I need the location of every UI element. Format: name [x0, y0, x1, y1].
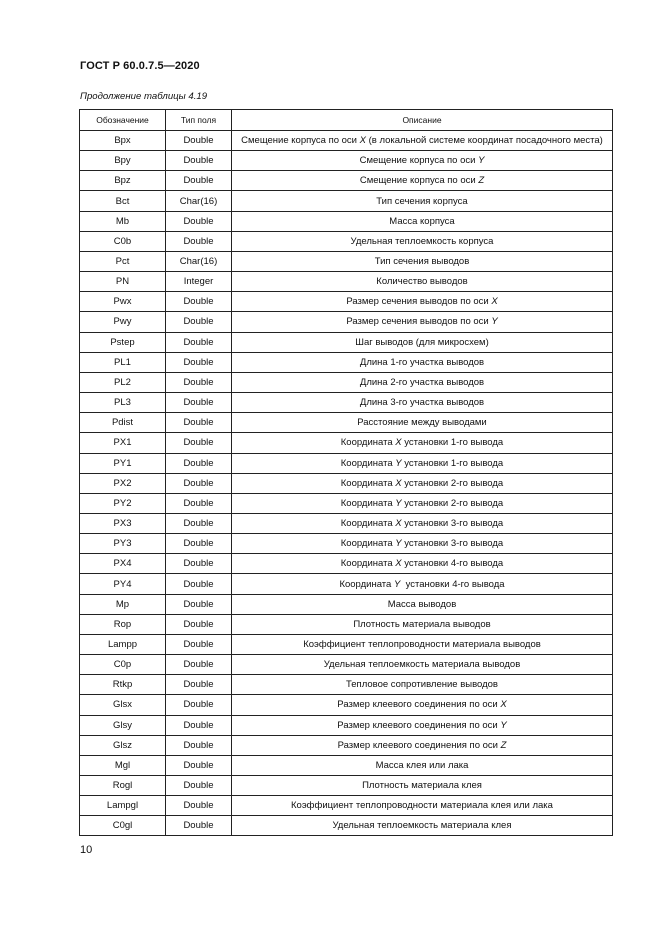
table-row	[80, 655, 613, 675]
description-text: Удельная теплоемкость материала клея	[332, 820, 512, 832]
cell-designation: Lampgl	[80, 796, 166, 816]
column-header-designation: Обозначение	[80, 110, 166, 131]
table-caption: Продолжение таблицы 4.19	[80, 91, 208, 102]
cell-field-type: Double	[166, 534, 232, 554]
column-header-field-type: Тип поля	[166, 110, 232, 131]
cell-designation: PY3	[80, 534, 166, 554]
table-row	[80, 675, 613, 695]
table-row	[80, 372, 613, 392]
cell-field-type: Double	[166, 433, 232, 453]
cell-designation: Mb	[80, 211, 166, 231]
cell-designation: PY4	[80, 574, 166, 594]
cell-description	[232, 413, 613, 433]
cell-designation: Bpy	[80, 151, 166, 171]
table-row	[80, 473, 613, 493]
description-text: Координата	[340, 457, 396, 469]
description-text: Масса корпуса	[389, 215, 455, 227]
table-row	[80, 634, 613, 654]
cell-description	[232, 473, 613, 493]
axis-variable: X	[395, 437, 402, 449]
table-row	[80, 594, 613, 614]
cell-description	[232, 755, 613, 775]
cell-description	[232, 312, 613, 332]
cell-field-type: Double	[166, 554, 232, 574]
cell-description	[232, 776, 613, 796]
table-row	[80, 735, 613, 755]
table-header-row	[80, 110, 613, 131]
axis-variable: Y	[500, 719, 507, 731]
cell-description	[232, 191, 613, 211]
table-row	[80, 211, 613, 231]
description-text: Расстояние между выводами	[357, 417, 487, 429]
description-text-suffix: установки 3-го вывода	[401, 538, 504, 550]
description-text: Координата	[339, 578, 394, 590]
table-row	[80, 453, 613, 473]
table-row	[80, 796, 613, 816]
cell-field-type: Double	[166, 453, 232, 473]
cell-field-type: Char(16)	[166, 191, 232, 211]
cell-designation: PL3	[80, 393, 166, 413]
column-header-description: Описание	[232, 110, 613, 131]
axis-variable: X	[395, 518, 402, 530]
description-text-suffix: установки 2-го вывода	[401, 497, 504, 509]
cell-description	[232, 715, 613, 735]
description-text: Размер сечения выводов по оси	[346, 296, 492, 308]
description-text: Коэффициент теплопроводности материала выводов	[303, 638, 541, 650]
table-row	[80, 352, 613, 372]
cell-designation: C0b	[80, 231, 166, 251]
description-text: Масса выводов	[387, 598, 457, 610]
description-text: Координата	[340, 497, 396, 509]
cell-field-type: Char(16)	[166, 251, 232, 271]
cell-designation: PL2	[80, 372, 166, 392]
table-row	[80, 695, 613, 715]
cell-designation: Rop	[80, 614, 166, 634]
description-text: Коэффициент теплопроводности материала клея или лака	[291, 800, 553, 812]
description-text: Координата	[340, 538, 396, 550]
cell-description	[232, 675, 613, 695]
cell-field-type: Double	[166, 796, 232, 816]
table-body	[80, 131, 613, 836]
description-text: Тип сечения корпуса	[376, 195, 468, 207]
description-text-suffix: установки 3-го вывода	[401, 518, 504, 530]
cell-description	[232, 393, 613, 413]
table-row	[80, 755, 613, 775]
cell-description	[232, 534, 613, 554]
cell-field-type: Double	[166, 151, 232, 171]
cell-field-type: Double	[166, 634, 232, 654]
fields-table	[79, 109, 613, 836]
cell-designation: PY1	[80, 453, 166, 473]
description-text-suffix: установки 4-го вывода	[401, 558, 504, 570]
cell-field-type: Double	[166, 352, 232, 372]
cell-designation: Pdist	[80, 413, 166, 433]
cell-designation: Bct	[80, 191, 166, 211]
cell-description	[232, 352, 613, 372]
table-row	[80, 131, 613, 151]
table-row	[80, 332, 613, 352]
description-text: Плотность материала выводов	[353, 618, 491, 630]
description-text: Смещение корпуса по оси	[359, 175, 479, 187]
cell-field-type: Double	[166, 695, 232, 715]
axis-variable: Y	[393, 578, 401, 590]
cell-designation: PY2	[80, 493, 166, 513]
cell-description	[232, 594, 613, 614]
description-text: Координата	[340, 477, 396, 489]
cell-field-type: Double	[166, 332, 232, 352]
description-text-suffix: установки 1-го вывода	[401, 457, 504, 469]
cell-field-type: Double	[166, 755, 232, 775]
cell-designation: Bpx	[80, 131, 166, 151]
description-text: Шаг выводов (для микросхем)	[355, 336, 489, 348]
table-row	[80, 554, 613, 574]
description-text-suffix: (в локальной системе координат посадочного места)	[365, 135, 603, 147]
description-text: Смещение корпуса по оси	[241, 135, 360, 147]
axis-variable: X	[491, 296, 498, 308]
cell-description	[232, 554, 613, 574]
cell-designation: Pwx	[80, 292, 166, 312]
cell-field-type: Double	[166, 372, 232, 392]
cell-field-type: Double	[166, 816, 232, 836]
cell-designation: PX3	[80, 513, 166, 533]
description-text: Размер клеевого соединения по оси	[337, 739, 501, 751]
description-text-suffix: установки 1-го вывода	[401, 437, 504, 449]
cell-designation: Mgl	[80, 755, 166, 775]
cell-description	[232, 574, 613, 594]
cell-description	[232, 695, 613, 715]
table-row	[80, 574, 613, 594]
cell-designation: Glsy	[80, 715, 166, 735]
cell-designation: Pstep	[80, 332, 166, 352]
cell-description	[232, 655, 613, 675]
cell-field-type: Double	[166, 776, 232, 796]
axis-variable: Y	[478, 155, 485, 167]
cell-field-type: Integer	[166, 272, 232, 292]
axis-variable: X	[395, 477, 402, 489]
cell-field-type: Double	[166, 211, 232, 231]
cell-description	[232, 292, 613, 312]
table-row	[80, 513, 613, 533]
cell-field-type: Double	[166, 675, 232, 695]
cell-field-type: Double	[166, 715, 232, 735]
cell-designation: Rogl	[80, 776, 166, 796]
description-text-suffix: установки 4-го вывода	[400, 578, 505, 590]
description-text: Длина 2-го участка выводов	[359, 376, 485, 388]
axis-variable: Y	[491, 316, 498, 328]
cell-description	[232, 816, 613, 836]
table-row	[80, 151, 613, 171]
table-row	[80, 231, 613, 251]
description-text: Длина 1-го участка выводов	[359, 356, 485, 368]
document-header: ГОСТ Р 60.0.7.5—2020	[80, 60, 200, 72]
table-row	[80, 312, 613, 332]
cell-field-type: Double	[166, 614, 232, 634]
cell-description	[232, 614, 613, 634]
cell-field-type: Double	[166, 574, 232, 594]
cell-field-type: Double	[166, 393, 232, 413]
table-row	[80, 393, 613, 413]
description-text: Координата	[340, 558, 396, 570]
description-text: Удельная теплоемкость корпуса	[350, 235, 494, 247]
cell-designation: PX1	[80, 433, 166, 453]
cell-designation: Rtkp	[80, 675, 166, 695]
cell-designation: C0p	[80, 655, 166, 675]
cell-description	[232, 453, 613, 473]
cell-designation: C0gl	[80, 816, 166, 836]
table-row	[80, 614, 613, 634]
description-text: Смещение корпуса по оси	[359, 155, 479, 167]
cell-field-type: Double	[166, 231, 232, 251]
axis-variable: Z	[500, 739, 507, 751]
cell-field-type: Double	[166, 413, 232, 433]
cell-description	[232, 231, 613, 251]
cell-field-type: Double	[166, 594, 232, 614]
table-row	[80, 493, 613, 513]
cell-field-type: Double	[166, 513, 232, 533]
table-row	[80, 816, 613, 836]
table-row	[80, 272, 613, 292]
cell-field-type: Double	[166, 493, 232, 513]
cell-designation: Glsz	[80, 735, 166, 755]
description-text: Плотность материала клея	[362, 780, 482, 792]
cell-description	[232, 332, 613, 352]
axis-variable: Y	[395, 497, 402, 509]
table-row	[80, 292, 613, 312]
axis-variable: Y	[395, 538, 402, 550]
table-row	[80, 776, 613, 796]
cell-description	[232, 796, 613, 816]
cell-designation: PL1	[80, 352, 166, 372]
description-text: Размер клеевого соединения по оси	[337, 699, 501, 711]
table-row	[80, 433, 613, 453]
cell-field-type: Double	[166, 473, 232, 493]
cell-designation: Bpz	[80, 171, 166, 191]
table-row	[80, 534, 613, 554]
axis-variable: X	[359, 135, 366, 147]
axis-variable: Z	[478, 175, 485, 187]
table-row	[80, 251, 613, 271]
description-text-suffix: установки 2-го вывода	[401, 477, 504, 489]
cell-description	[232, 433, 613, 453]
axis-variable: X	[395, 558, 402, 570]
cell-field-type: Double	[166, 655, 232, 675]
description-text: Размер клеевого соединения по оси	[337, 719, 501, 731]
cell-description	[232, 131, 613, 151]
axis-variable: X	[500, 699, 507, 711]
cell-field-type: Double	[166, 312, 232, 332]
description-text: Количество выводов	[376, 276, 468, 288]
table-row	[80, 191, 613, 211]
cell-designation: PN	[80, 272, 166, 292]
cell-field-type: Double	[166, 735, 232, 755]
cell-description	[232, 513, 613, 533]
cell-designation: Pwy	[80, 312, 166, 332]
description-text: Координата	[340, 437, 396, 449]
table-row	[80, 715, 613, 735]
cell-description	[232, 151, 613, 171]
cell-description	[232, 211, 613, 231]
cell-designation: Glsx	[80, 695, 166, 715]
cell-description	[232, 251, 613, 271]
table-row	[80, 413, 613, 433]
description-text: Тип сечения выводов	[374, 256, 470, 268]
cell-description	[232, 735, 613, 755]
cell-description	[232, 372, 613, 392]
description-text: Тепловое сопротивление выводов	[346, 679, 498, 691]
cell-designation: Pct	[80, 251, 166, 271]
cell-description	[232, 171, 613, 191]
cell-description	[232, 634, 613, 654]
cell-field-type: Double	[166, 171, 232, 191]
table-row	[80, 171, 613, 191]
cell-designation: Lampp	[80, 634, 166, 654]
axis-variable: Y	[395, 457, 402, 469]
description-text: Масса клея или лака	[375, 759, 469, 771]
cell-designation: PX4	[80, 554, 166, 574]
cell-field-type: Double	[166, 292, 232, 312]
cell-field-type: Double	[166, 131, 232, 151]
page-number: 10	[80, 844, 93, 856]
cell-description	[232, 272, 613, 292]
description-text: Длина 3-го участка выводов	[359, 397, 485, 409]
description-text: Удельная теплоемкость материала выводов	[323, 659, 521, 671]
cell-designation: PX2	[80, 473, 166, 493]
cell-description	[232, 493, 613, 513]
description-text: Размер сечения выводов по оси	[346, 316, 492, 328]
description-text: Координата	[340, 518, 396, 530]
cell-designation: Mp	[80, 594, 166, 614]
